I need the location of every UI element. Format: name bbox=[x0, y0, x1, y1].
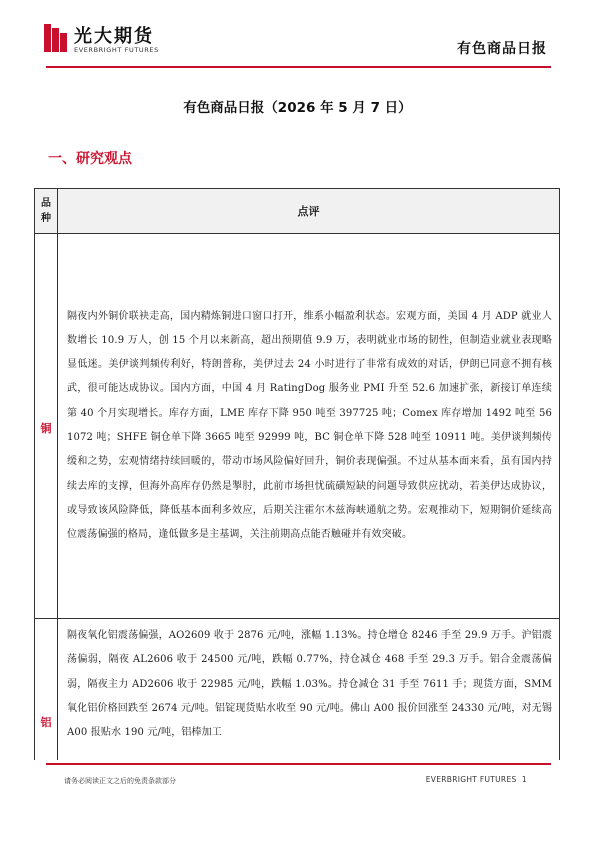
category-header-cell bbox=[35, 189, 58, 234]
comment-copper: 隔夜内外铜价联袂走高，国内精炼铜进口窗口打开，维系小幅盈利状态。宏观方面，美国 4 月 ADP 就业人数增长 10.9 万人，创 15 个月以来新高，超出预期值 9.9 万，表明就业市场的韧性，但制造业就业表现略显低迷。美伊谈判频传利好，特朗普称，美伊过去 24 小时进行了非常有成效的对话，伊朗已同意不拥有核武，很可能达成协议。国内方面，中国 4 月 RatingDog 服务业 PMI 升至 52.6 加速扩张，新接订单连续第 40 个月实现增长。库存方面，LME 库存下降 950 吨至 397725 吨；Comex 库存增加 1492 吨至 561072 吨；SHFE 铜仓单下降 3665 吨至 92999 吨，BC 铜仓单下降 528 吨至 10911 吨。美伊谈判频传缓和之势，宏观情绪持续回暖的，带动市场风险偏好回升，铜价表现偏强。不过从基本面来看，虽有国内持续去库的支撑，但海外高库存仍然是掣肘，此前市场担忧硫磺短缺的问题导致供应扰动，若美伊达成协议，或导致该风险降低，降低基本面利多效应，后期关注霍尔木兹海峡通航之势。宏观推动下，短期铜价延续高位震荡偏强的格局，逢低做多是主基调，关注前期高点能否触碰并有效突破。 bbox=[67, 310, 552, 541]
footer-brand bbox=[426, 775, 527, 784]
table-row bbox=[35, 234, 560, 619]
footer-brand-text: EVERBRIGHT FUTURES bbox=[425, 775, 517, 784]
comment-cell bbox=[58, 234, 560, 619]
header-title: 有色商品日报 bbox=[457, 41, 547, 57]
report-title: 有色商品日报（2026 年 5 月 7 日） bbox=[183, 100, 412, 116]
logo-text-cn: 光大期货 bbox=[74, 26, 154, 47]
category-copper: 铜 bbox=[40, 421, 52, 435]
logo-mark-icon bbox=[44, 24, 68, 52]
header-divider bbox=[46, 66, 551, 68]
page-header bbox=[0, 0, 595, 72]
page-number: 1 bbox=[521, 775, 527, 784]
company-logo bbox=[44, 22, 174, 62]
table-header-row bbox=[35, 189, 560, 234]
category-cell bbox=[35, 234, 58, 619]
research-table bbox=[34, 188, 560, 822]
category-header: 品种 bbox=[41, 198, 51, 224]
section-title: 一、研究观点 bbox=[48, 151, 132, 167]
logo-text-en: EVERBRIGHT FUTURES bbox=[74, 46, 159, 54]
comment-header: 点评 bbox=[58, 189, 560, 234]
footer-area bbox=[0, 760, 595, 842]
footer-divider bbox=[46, 763, 551, 765]
comment-aluminum: 隔夜氧化铝震荡偏强，AO2609 收于 2876 元/吨，涨幅 1.13%。持仓增仓 8246 手至 29.9 万手。沪铝震荡偏弱，隔夜 AL2606 收于 24500 元/吨，跌幅 0.77%，持仓减仓 468 手至 29.3 万手。铝合金震荡偏弱，隔夜主力 AD2606 收于 22985 元/吨，跌幅 1.03%。持仓减仓 31 手至 7611 手；现货方面，SMM 氧化铝价格回跌至 2674 元/吨。铝锭现货贴水收至 90 元/吨。佛山 A00 报价回涨至 24330 元/吨，对无锡 A00 报贴水 190 元/吨，铝棒加工 bbox=[67, 630, 552, 739]
footer-disclaimer: 请务必阅读正文之后的免责条款部分 bbox=[64, 777, 176, 785]
category-aluminum: 铝 bbox=[40, 715, 52, 729]
